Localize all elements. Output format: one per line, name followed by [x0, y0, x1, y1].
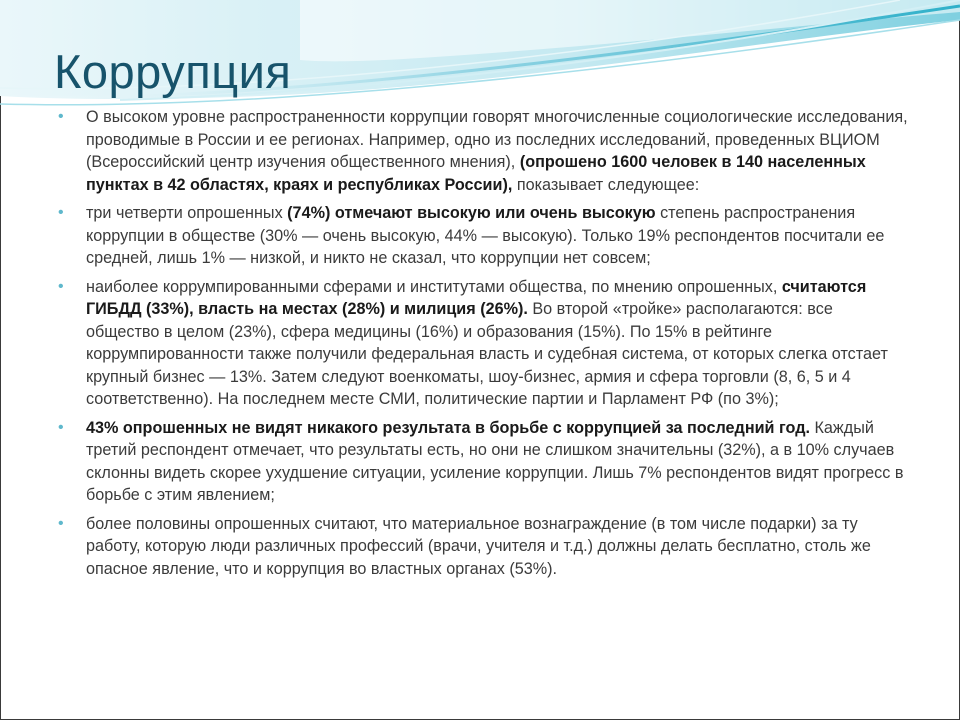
bullet-item [58, 417, 910, 507]
bullet-text-run: наиболее коррумпированными сферами и институтами общества, по мнению опрошенных, [86, 277, 782, 296]
bullet-dot-icon: • [58, 514, 64, 532]
bullet-list [58, 106, 910, 586]
bullet-item [58, 513, 910, 581]
bullet-text-bold: (74%) отмечают высокую или очень высокую [287, 204, 656, 222]
bullet-text-run: О высоком уровне распространенности коррупции говорят многочисленные социологические исследования, проводимые в России и ее регионах. Например, одно из последних исследований, проведенных ВЦИОМ (Всероссийский центр изучения общественного мнения), [86, 108, 908, 171]
bullet-text-run: более половины опрошенных считают, что материальное вознаграждение (в том числе подарки) за ту работу, которую люди различных профессий (врачи, учителя и т.д.) должны делать бесплатно, столь же опасное явление, что и коррупция во властных органах (53%). [86, 514, 871, 578]
bullet-text-bold: считаются ГИБДД (33%), власть на местах (28%) и милиция (26%). [86, 277, 867, 318]
bullet-text [86, 417, 910, 507]
bullet-item [58, 106, 910, 196]
bullet-text [86, 106, 910, 196]
bullet-dot-icon: • [58, 277, 64, 295]
bullet-text-bold: 43% опрошенных не видят никакого результата в борьбе с коррупцией за последний год. [86, 418, 810, 437]
bullet-dot-icon: • [58, 108, 64, 125]
bullet-dot-icon: • [58, 204, 64, 221]
slide-title: Коррупция [54, 45, 292, 98]
bullet-text-run: Во второй «тройке» располагаются: все общество в целом (23%), сфера медицины (16%) и образования (15%). По 15% в рейтинге коррумпированности также получили федеральная власть и судебная система, от которых слегка отстает крупный бизнес — 13%. Затем следуют военкоматы, шоу-бизнес, армия и сфера торговли (8, 6, 5 и 4 соответственно). На последнем месте СМИ, политические партии и Парламент РФ (по 3%); [86, 300, 888, 408]
bullet-item [58, 202, 910, 270]
bullet-text-run: Каждый третий респондент отмечает, что результаты есть, но они не слишком значительны (32%), а в 10% случаев склонны видеть скорее ухудшение ситуации, усиление коррупции. Лишь 7% респондентов видят прогресс в борьбе с этим явлением; [86, 418, 904, 504]
bullet-text [86, 276, 910, 411]
bullet-dot-icon: • [58, 418, 64, 436]
bullet-text [86, 513, 910, 581]
bullet-text-run: показывает следующее: [512, 175, 700, 194]
bullet-text-bold: (опрошено 1600 человек в 140 населенных пунктах в 42 областях, краях и республиках России), [86, 153, 866, 194]
bullet-text-run: степень распространения коррупции в обществе (30% — очень высокую, 44% — высокую). Только 19% респондентов посчитали ее средней, лишь 1% — низкой, и никто не сказал, что коррупции нет совсем; [86, 204, 885, 267]
bullet-text-run: три четверти опрошенных [86, 204, 288, 222]
bullet-text [86, 202, 910, 270]
bullet-item [58, 276, 910, 411]
